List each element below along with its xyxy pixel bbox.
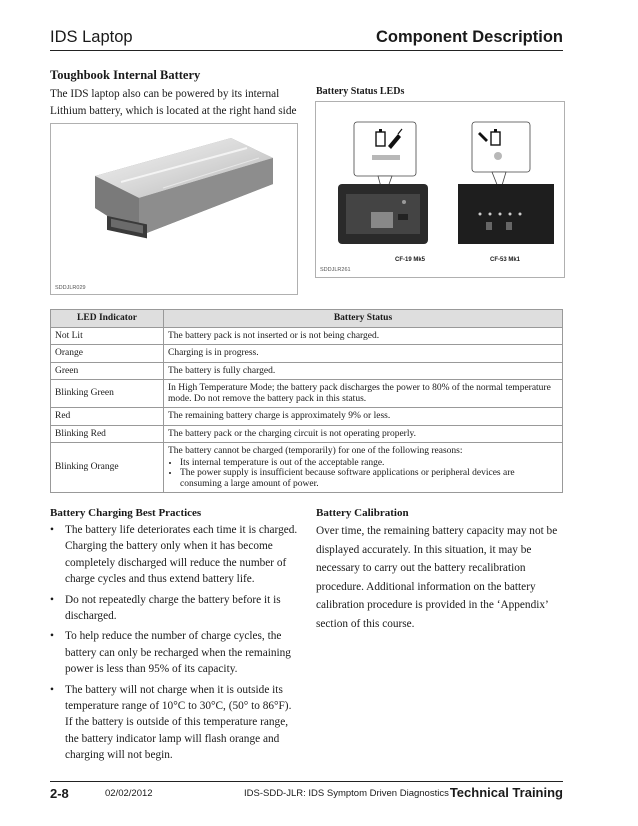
led-status: The remaining battery charge is approximately 9% or less. (164, 408, 563, 426)
calibration-title: Battery Calibration (316, 507, 409, 519)
table-row (51, 425, 563, 443)
model-label-cf19: CF-19 Mk5 (395, 257, 426, 263)
header-section: Component Description (375, 28, 563, 46)
footer-date: 02/02/2012 (105, 788, 153, 799)
battery-section-text: The IDS laptop also can be powered by its internal Lithium battery, which is located at the right hand side (50, 88, 297, 117)
led-status: The battery pack or the charging circuit is not operating properly. (164, 425, 563, 443)
led-indicator: Not Lit (51, 327, 164, 345)
table-row (51, 362, 563, 380)
led-status-bullet: • The power supply is insufficient because software applications or peripheral devices are consuming a large amount of power. (180, 468, 558, 489)
table-row (51, 327, 563, 345)
header-title: IDS Laptop (50, 28, 133, 46)
led-status: In High Temperature Mode; the battery pack discharges the power to 80% of the normal temperature mode. Do not remove the battery pack in this status. (164, 380, 563, 408)
battery-figure (50, 123, 298, 295)
led-status: The battery is fully charged. (164, 362, 563, 380)
footer-brand: Technical Training (449, 785, 563, 800)
leds-image (316, 102, 564, 277)
footer-course: IDS-SDD-JLR: IDS Symptom Driven Diagnostics (244, 788, 449, 799)
leds-figure-code: SDDJLR261 (320, 267, 351, 273)
page-header (50, 28, 563, 51)
calibration-section (316, 507, 564, 633)
led-status-table (50, 309, 563, 493)
table-header-indicator: LED Indicator (51, 310, 164, 328)
page-footer (50, 781, 563, 804)
led-indicator: Red (51, 408, 164, 426)
led-indicator: Green (51, 362, 164, 380)
best-practices-section (50, 507, 298, 768)
table-row (51, 380, 563, 408)
led-status: The battery cannot be charged (temporarily) for one of the following reasons: (168, 446, 463, 456)
led-indicator: Orange (51, 345, 164, 363)
led-indicator: Blinking Red (51, 425, 164, 443)
leds-figure (315, 101, 565, 278)
list-item: • Do not repeatedly charge the battery before it is discharged. (50, 593, 281, 623)
best-practices-list (50, 522, 298, 764)
table-row (51, 408, 563, 426)
calibration-text: Over time, the remaining battery capacity may not be displayed accurately. In this situation, it may be necessary to carry out the battery recalibration procedure. Additional information on the battery calibration procedure is provided in the ‘Appendix’ section of this course. (316, 525, 558, 630)
table-row (51, 443, 563, 493)
best-practices-title: Battery Charging Best Practices (50, 507, 202, 519)
led-indicator: Blinking Green (51, 380, 164, 408)
led-status: The battery pack is not inserted or is not being charged. (164, 327, 563, 345)
led-status: Charging is in progress. (164, 345, 563, 363)
list-item: • To help reduce the number of charge cycles, the battery can only be recharged when the remaining power is less than 95% of its capacity. (50, 630, 291, 676)
led-status-cell (164, 443, 563, 493)
led-indicator: Blinking Orange (51, 443, 164, 493)
page-number: 2-8 (50, 786, 69, 801)
model-label-cf53: CF-53 Mk1 (490, 257, 521, 263)
table-header-row (51, 310, 563, 328)
leds-title: Battery Status LEDs (316, 86, 405, 97)
table-row (51, 345, 563, 363)
list-item: • The battery life deteriorates each time it is charged. Charging the battery only when it has become completely discharged will reduce the number of charge cycles and thus extend battery life. (50, 524, 298, 586)
led-status-bullets (168, 458, 558, 490)
led-status-bullet: • Its internal temperature is out of the acceptable range. (180, 458, 558, 469)
list-item: • The battery will not charge when it is outside its temperature range of 10°C to 30°C, (50° to 86°F). If the battery is outside of this temperature range, the battery indicator lamp will flash orange and charging will not begin. (50, 683, 292, 762)
table-header-status: Battery Status (164, 310, 563, 328)
battery-section-title: Toughbook Internal Battery (50, 68, 201, 82)
battery-image (51, 124, 297, 294)
battery-figure-code: SDDJLR029 (55, 285, 86, 291)
